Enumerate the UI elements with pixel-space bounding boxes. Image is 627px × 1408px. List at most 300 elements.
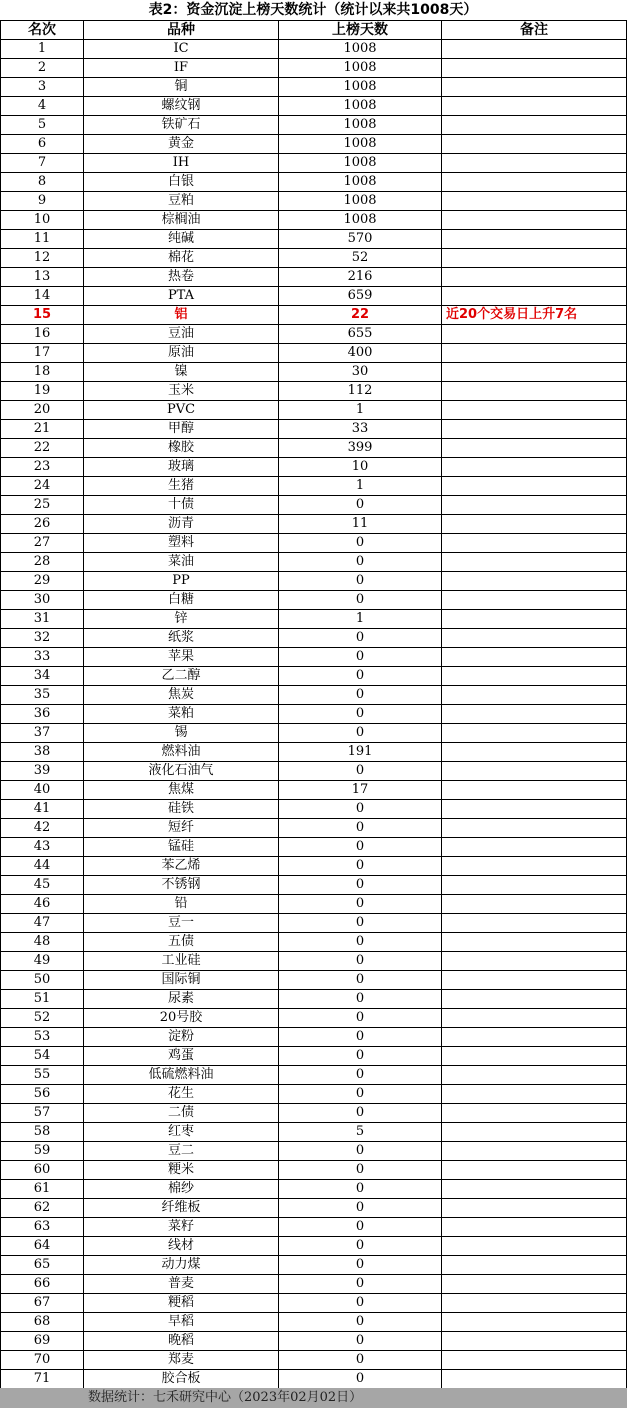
cell-product: 硅铁: [84, 800, 279, 819]
cell-note: [442, 59, 627, 78]
cell-product: 铅: [84, 895, 279, 914]
cell-note: [442, 1313, 627, 1332]
cell-note: [442, 1047, 627, 1066]
cell-note: [442, 344, 627, 363]
cell-product: 粳米: [84, 1161, 279, 1180]
cell-rank: 48: [1, 933, 84, 952]
table-row: [1, 1199, 627, 1218]
cell-product: 白糖: [84, 591, 279, 610]
cell-note: [442, 230, 627, 249]
cell-note: [442, 952, 627, 971]
cell-product: 五债: [84, 933, 279, 952]
cell-product: 原油: [84, 344, 279, 363]
cell-product: 菜籽: [84, 1218, 279, 1237]
cell-note: [442, 629, 627, 648]
cell-days: 17: [279, 781, 442, 800]
table-row: [1, 952, 627, 971]
table-row: [1, 325, 627, 344]
cell-note: [442, 1123, 627, 1142]
cell-product: 豆油: [84, 325, 279, 344]
table-row: [1, 1066, 627, 1085]
cell-product: 橡胶: [84, 439, 279, 458]
cell-days: 400: [279, 344, 442, 363]
cell-rank: 4: [1, 97, 84, 116]
cell-product: 苹果: [84, 648, 279, 667]
table-row: [1, 686, 627, 705]
table-row: [1, 1180, 627, 1199]
cell-note: [442, 249, 627, 268]
cell-product: 苯乙烯: [84, 857, 279, 876]
cell-rank: 14: [1, 287, 84, 306]
cell-rank: 5: [1, 116, 84, 135]
cell-days: 0: [279, 1009, 442, 1028]
cell-product: 花生: [84, 1085, 279, 1104]
cell-note: [442, 439, 627, 458]
cell-product: 郑麦: [84, 1351, 279, 1370]
cell-days: 655: [279, 325, 442, 344]
cell-note: [442, 211, 627, 230]
cell-rank: 37: [1, 724, 84, 743]
table-row: [1, 135, 627, 154]
cell-note: [442, 591, 627, 610]
table-row: [1, 857, 627, 876]
cell-note: [442, 1275, 627, 1294]
cell-rank: 63: [1, 1218, 84, 1237]
table-row: [1, 401, 627, 420]
table-row: [1, 268, 627, 287]
table-row: [1, 933, 627, 952]
cell-product: 20号胶: [84, 1009, 279, 1028]
cell-rank: 8: [1, 173, 84, 192]
cell-rank: 57: [1, 1104, 84, 1123]
cell-days: 0: [279, 553, 442, 572]
cell-days: 1008: [279, 173, 442, 192]
cell-days: 1008: [279, 211, 442, 230]
cell-product: 动力煤: [84, 1256, 279, 1275]
ranking-table: [0, 20, 627, 1389]
cell-days: 0: [279, 1142, 442, 1161]
cell-rank: 12: [1, 249, 84, 268]
cell-product: 工业硅: [84, 952, 279, 971]
cell-rank: 30: [1, 591, 84, 610]
table-row: [1, 458, 627, 477]
cell-days: 0: [279, 1351, 442, 1370]
cell-note: [442, 382, 627, 401]
cell-note: [442, 800, 627, 819]
cell-days: 22: [279, 306, 442, 325]
cell-product: 铝: [84, 306, 279, 325]
cell-note: [442, 1370, 627, 1389]
cell-note: [442, 838, 627, 857]
cell-rank: 52: [1, 1009, 84, 1028]
cell-note: [442, 401, 627, 420]
cell-note: [442, 1351, 627, 1370]
cell-note: [442, 724, 627, 743]
cell-days: 0: [279, 1313, 442, 1332]
cell-product: IH: [84, 154, 279, 173]
cell-product: 粳稻: [84, 1294, 279, 1313]
cell-rank: 23: [1, 458, 84, 477]
cell-rank: 18: [1, 363, 84, 382]
cell-days: 0: [279, 971, 442, 990]
cell-days: 1: [279, 477, 442, 496]
cell-product: 铜: [84, 78, 279, 97]
cell-days: 0: [279, 1028, 442, 1047]
cell-product: 鸡蛋: [84, 1047, 279, 1066]
cell-product: 黄金: [84, 135, 279, 154]
cell-product: 锡: [84, 724, 279, 743]
cell-rank: 33: [1, 648, 84, 667]
cell-note: [442, 1180, 627, 1199]
cell-days: 0: [279, 1066, 442, 1085]
cell-note: [442, 458, 627, 477]
cell-days: 0: [279, 1332, 442, 1351]
cell-product: 焦炭: [84, 686, 279, 705]
cell-note: [442, 477, 627, 496]
cell-product: 低硫燃料油: [84, 1066, 279, 1085]
cell-note: [442, 1199, 627, 1218]
cell-rank: 43: [1, 838, 84, 857]
cell-product: 淀粉: [84, 1028, 279, 1047]
table-row: [1, 1313, 627, 1332]
table-row: [1, 1275, 627, 1294]
cell-rank: 31: [1, 610, 84, 629]
cell-note: [442, 1256, 627, 1275]
header-note: 备注: [442, 21, 627, 40]
cell-product: 晚稻: [84, 1332, 279, 1351]
cell-days: 0: [279, 1104, 442, 1123]
cell-note: [442, 933, 627, 952]
cell-rank: 25: [1, 496, 84, 515]
cell-note: [442, 876, 627, 895]
cell-product: 白银: [84, 173, 279, 192]
cell-days: 0: [279, 1161, 442, 1180]
cell-note: [442, 287, 627, 306]
table-row: [1, 610, 627, 629]
cell-days: 216: [279, 268, 442, 287]
table-row: [1, 1123, 627, 1142]
cell-rank: 19: [1, 382, 84, 401]
table-row: [1, 439, 627, 458]
cell-product: 短纤: [84, 819, 279, 838]
cell-note: [442, 173, 627, 192]
cell-days: 0: [279, 591, 442, 610]
cell-product: 焦煤: [84, 781, 279, 800]
cell-rank: 35: [1, 686, 84, 705]
table-row: [1, 59, 627, 78]
table-row: [1, 781, 627, 800]
table-row: [1, 1351, 627, 1370]
cell-rank: 3: [1, 78, 84, 97]
table-row: [1, 1294, 627, 1313]
cell-note: [442, 40, 627, 59]
cell-product: 沥青: [84, 515, 279, 534]
cell-note: [442, 610, 627, 629]
cell-note: [442, 97, 627, 116]
cell-note: [442, 325, 627, 344]
table-row: [1, 173, 627, 192]
cell-days: 1008: [279, 40, 442, 59]
cell-product: 锌: [84, 610, 279, 629]
table-row: [1, 1142, 627, 1161]
footer-source: 数据统计：七禾研究中心（2023年02月02日）: [88, 1390, 363, 1405]
cell-days: 0: [279, 857, 442, 876]
cell-rank: 42: [1, 819, 84, 838]
cell-days: 0: [279, 1180, 442, 1199]
cell-days: 30: [279, 363, 442, 382]
cell-rank: 53: [1, 1028, 84, 1047]
cell-product: 国际铜: [84, 971, 279, 990]
cell-rank: 58: [1, 1123, 84, 1142]
cell-days: 1008: [279, 116, 442, 135]
table-row: [1, 78, 627, 97]
table-row: [1, 154, 627, 173]
cell-days: 0: [279, 800, 442, 819]
cell-product: 菜油: [84, 553, 279, 572]
table-row: [1, 363, 627, 382]
cell-product: 二债: [84, 1104, 279, 1123]
cell-rank: 64: [1, 1237, 84, 1256]
table-row: [1, 705, 627, 724]
table-row: [1, 192, 627, 211]
cell-note: [442, 686, 627, 705]
cell-rank: 21: [1, 420, 84, 439]
cell-rank: 10: [1, 211, 84, 230]
cell-rank: 22: [1, 439, 84, 458]
cell-rank: 54: [1, 1047, 84, 1066]
cell-days: 0: [279, 1218, 442, 1237]
cell-rank: 11: [1, 230, 84, 249]
cell-product: 不锈钢: [84, 876, 279, 895]
table-row: [1, 344, 627, 363]
cell-rank: 28: [1, 553, 84, 572]
cell-note: [442, 78, 627, 97]
table-row: [1, 762, 627, 781]
table-row: [1, 629, 627, 648]
table-row: [1, 515, 627, 534]
table-row: [1, 553, 627, 572]
cell-note: [442, 515, 627, 534]
cell-note: [442, 1218, 627, 1237]
cell-rank: 38: [1, 743, 84, 762]
cell-days: 11: [279, 515, 442, 534]
cell-days: 5: [279, 1123, 442, 1142]
cell-rank: 41: [1, 800, 84, 819]
cell-days: 1008: [279, 97, 442, 116]
cell-note: [442, 1085, 627, 1104]
cell-note: [442, 268, 627, 287]
cell-days: 1008: [279, 192, 442, 211]
cell-note: [442, 743, 627, 762]
cell-rank: 26: [1, 515, 84, 534]
table-row: [1, 230, 627, 249]
table-row: [1, 116, 627, 135]
cell-days: 191: [279, 743, 442, 762]
cell-rank: 61: [1, 1180, 84, 1199]
cell-product: 菜粕: [84, 705, 279, 724]
cell-note: 近20个交易日上升7名: [442, 306, 627, 325]
cell-days: 0: [279, 1085, 442, 1104]
table-row: [1, 971, 627, 990]
cell-note: [442, 1161, 627, 1180]
cell-days: 0: [279, 1294, 442, 1313]
cell-days: 1008: [279, 135, 442, 154]
table-row: [1, 1332, 627, 1351]
cell-product: 棕榈油: [84, 211, 279, 230]
cell-note: [442, 496, 627, 515]
cell-days: 0: [279, 1370, 442, 1389]
cell-rank: 24: [1, 477, 84, 496]
cell-product: 普麦: [84, 1275, 279, 1294]
table-row: [1, 800, 627, 819]
table-row: [1, 1256, 627, 1275]
cell-product: 豆二: [84, 1142, 279, 1161]
header-product: 品种: [84, 21, 279, 40]
cell-rank: 65: [1, 1256, 84, 1275]
cell-days: 0: [279, 819, 442, 838]
cell-note: [442, 363, 627, 382]
cell-rank: 17: [1, 344, 84, 363]
cell-days: 33: [279, 420, 442, 439]
table-row: [1, 838, 627, 857]
cell-product: 胶合板: [84, 1370, 279, 1389]
cell-days: 570: [279, 230, 442, 249]
table-row: [1, 40, 627, 59]
cell-product: PTA: [84, 287, 279, 306]
cell-rank: 36: [1, 705, 84, 724]
cell-product: IC: [84, 40, 279, 59]
cell-note: [442, 1142, 627, 1161]
cell-days: 10: [279, 458, 442, 477]
cell-note: [442, 1237, 627, 1256]
table-row: [1, 990, 627, 1009]
cell-days: 0: [279, 762, 442, 781]
cell-rank: 16: [1, 325, 84, 344]
cell-note: [442, 1294, 627, 1313]
cell-rank: 45: [1, 876, 84, 895]
cell-days: 0: [279, 667, 442, 686]
cell-rank: 49: [1, 952, 84, 971]
table-row: [1, 1161, 627, 1180]
cell-note: [442, 420, 627, 439]
table-row: [1, 420, 627, 439]
cell-rank: 68: [1, 1313, 84, 1332]
cell-product: 铁矿石: [84, 116, 279, 135]
table-row: [1, 1009, 627, 1028]
table-row: [1, 1028, 627, 1047]
table-row: [1, 895, 627, 914]
cell-product: 镍: [84, 363, 279, 382]
cell-note: [442, 971, 627, 990]
cell-note: [442, 857, 627, 876]
cell-days: 52: [279, 249, 442, 268]
cell-product: 棉花: [84, 249, 279, 268]
cell-rank: 20: [1, 401, 84, 420]
cell-days: 0: [279, 534, 442, 553]
cell-product: 豆粕: [84, 192, 279, 211]
cell-days: 1008: [279, 78, 442, 97]
table-row: [1, 724, 627, 743]
cell-product: 棉纱: [84, 1180, 279, 1199]
table-row: [1, 1237, 627, 1256]
cell-product: 热卷: [84, 268, 279, 287]
cell-rank: 60: [1, 1161, 84, 1180]
table-row: [1, 287, 627, 306]
cell-rank: 46: [1, 895, 84, 914]
cell-days: 0: [279, 1275, 442, 1294]
table-row: [1, 97, 627, 116]
cell-days: 1: [279, 401, 442, 420]
table-row: [1, 876, 627, 895]
cell-product: 燃料油: [84, 743, 279, 762]
cell-product: 纸浆: [84, 629, 279, 648]
cell-note: [442, 1009, 627, 1028]
cell-note: [442, 1028, 627, 1047]
cell-rank: 29: [1, 572, 84, 591]
cell-days: 0: [279, 1047, 442, 1066]
cell-days: 0: [279, 629, 442, 648]
cell-note: [442, 895, 627, 914]
cell-days: 0: [279, 933, 442, 952]
cell-product: 塑料: [84, 534, 279, 553]
cell-product: 玉米: [84, 382, 279, 401]
cell-rank: 40: [1, 781, 84, 800]
cell-days: 0: [279, 876, 442, 895]
cell-rank: 1: [1, 40, 84, 59]
cell-days: 0: [279, 496, 442, 515]
cell-note: [442, 534, 627, 553]
cell-rank: 67: [1, 1294, 84, 1313]
cell-note: [442, 192, 627, 211]
cell-days: 0: [279, 952, 442, 971]
cell-days: 0: [279, 705, 442, 724]
cell-note: [442, 116, 627, 135]
cell-days: 0: [279, 914, 442, 933]
cell-product: 生猪: [84, 477, 279, 496]
cell-days: 0: [279, 990, 442, 1009]
cell-note: [442, 667, 627, 686]
cell-days: 1008: [279, 59, 442, 78]
cell-note: [442, 572, 627, 591]
cell-days: 659: [279, 287, 442, 306]
table-row: [1, 1104, 627, 1123]
cell-product: 锰硅: [84, 838, 279, 857]
table-row: [1, 743, 627, 762]
cell-rank: 44: [1, 857, 84, 876]
cell-note: [442, 154, 627, 173]
cell-rank: 69: [1, 1332, 84, 1351]
cell-product: 纯碱: [84, 230, 279, 249]
cell-product: 螺纹钢: [84, 97, 279, 116]
table-row: [1, 1370, 627, 1389]
cell-rank: 47: [1, 914, 84, 933]
table-row: [1, 249, 627, 268]
cell-product: 甲醇: [84, 420, 279, 439]
cell-days: 0: [279, 1237, 442, 1256]
cell-note: [442, 705, 627, 724]
cell-product: 乙二醇: [84, 667, 279, 686]
table-row: [1, 306, 627, 325]
cell-rank: 27: [1, 534, 84, 553]
header-row: [1, 21, 627, 40]
cell-rank: 70: [1, 1351, 84, 1370]
cell-days: 0: [279, 648, 442, 667]
table-row: [1, 211, 627, 230]
cell-note: [442, 990, 627, 1009]
cell-rank: 2: [1, 59, 84, 78]
cell-rank: 56: [1, 1085, 84, 1104]
cell-rank: 15: [1, 306, 84, 325]
